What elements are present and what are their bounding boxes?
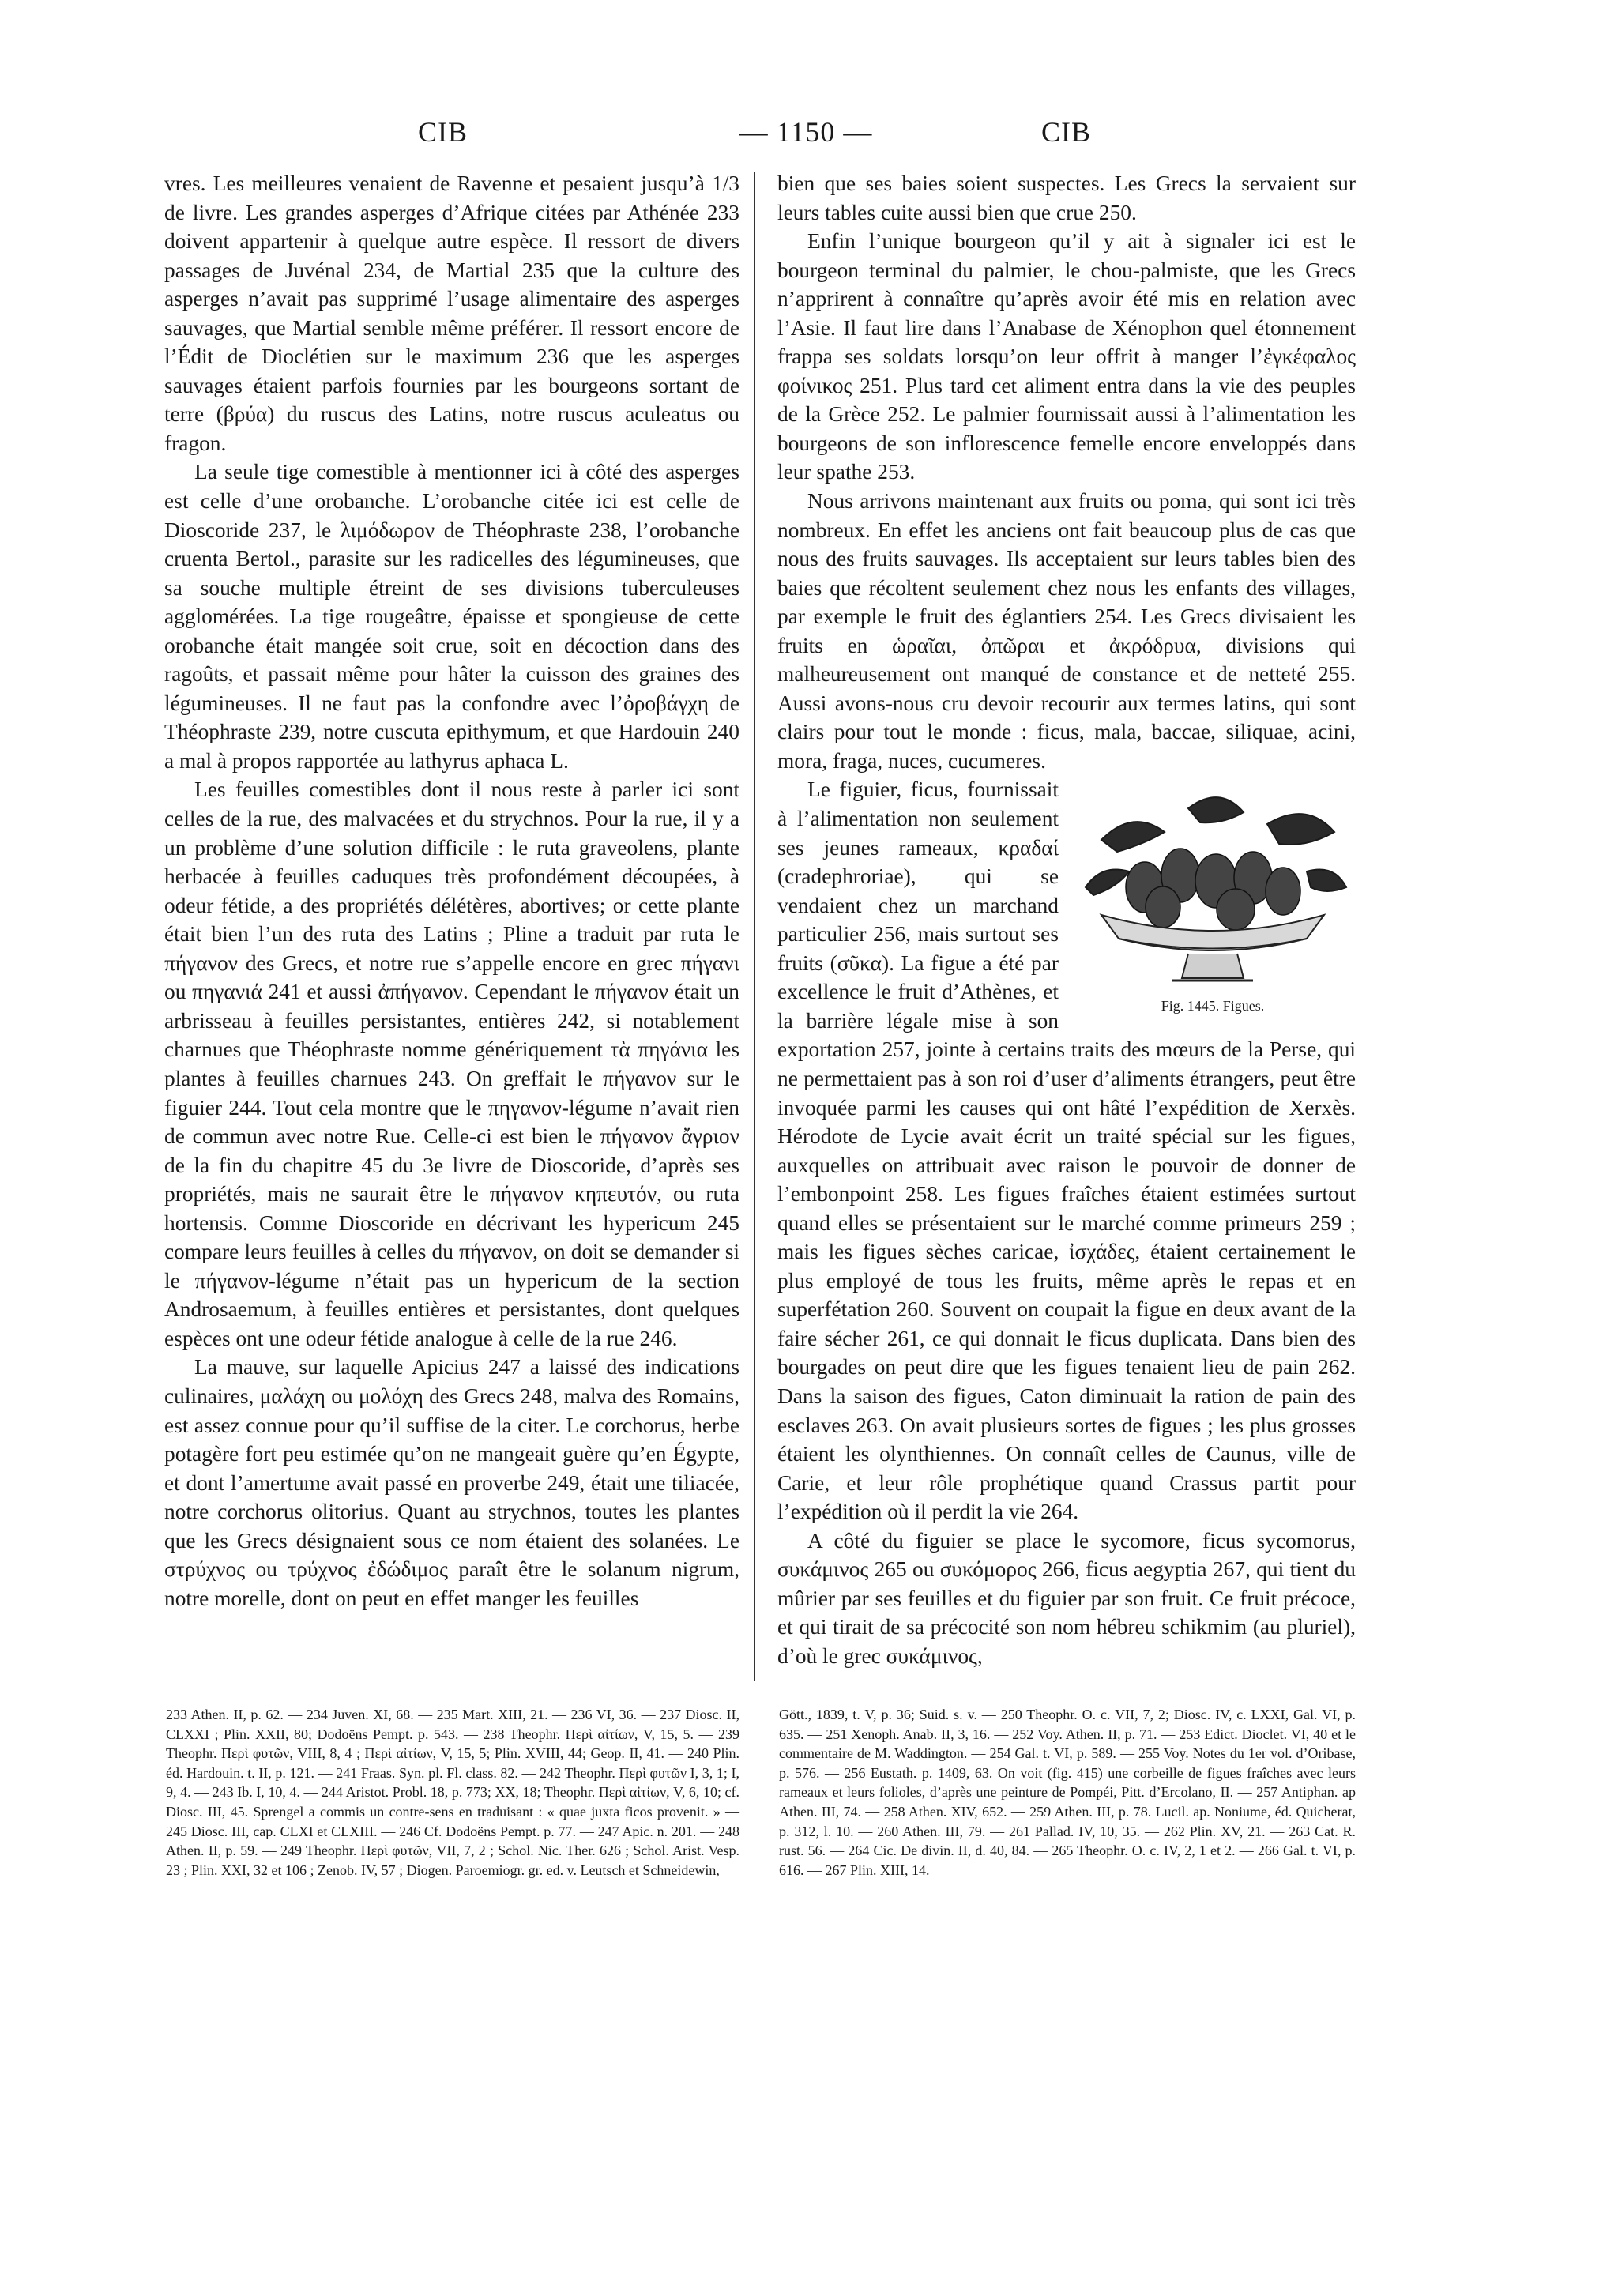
footnotes-right: Gött., 1839, t. V, p. 36; Suid. s. v. — 250 Theophr. O. c. VII, 7, 2; Diosc. IV, c. LXXI, Gal. VI, p. 635. — 251 Xenoph. Anab. II, 3, 16. — 252 Voy. Athen. II, p. 71. — 253 Edict. Dioclet. VI, 40 et le commentaire de M. Waddington. — 254 Gal. t. VI, p. 589. — 255 Voy. Notes du 1er vol. d’Oribase, p. 576. — 256 Eustath. p. 1409, 63. On voit (fig. 415) une corbeille de figues fraîches avec leurs rameaux et leurs folioles, d’après une peinture de Pompéi, Pitt. d’Ercolano, II. — 257 Antiphan. ap Athen. III, 74. — 258 Athen. XIV, 652. — 259 Athen. III, p. 78. Lucil. ap. Noniume, éd. Quicherat, p. 312, l. 10. — 260 Athen. III, 79. — 261 Pallad. IV, 10, 35. — 262 Plin. XV, 21. — 263 Cat. R. rust. 56. — 264 Cic. De divin. II, d. 40, 84. — 265 Theophr. O. c. IV, 2, 1 et 2. — 266 Gal. t. VI, p. 616. — 267 Plin. XIII, 14. [779, 1707, 1356, 1878]
page-number: — 1150 — [739, 116, 873, 148]
paragraph: vres. Les meilleures venaient de Ravenne et pesaient jusqu’à 1/3 de livre. Les grandes asperges d’Afrique citées par Athénée 233 doivent appartenir à quelque autre espèce. Il ressort de divers passages de Juvénal 234, de Martial 235 que la culture des asperges n’avait pas supprimé l’usage alimentaire des asperges sauvages, que Martial semble même préférer. Il ressort encore de l’Édit de Dioclétien sur le maximum 236 que les asperges sauvages étaient parfois fournies par les bourgeons sortant de terre (βρύα) du ruscus des Latins, notre ruscus aculeatus ou fragon. [164, 171, 739, 455]
running-head-left: CIB [418, 116, 468, 148]
running-head-right: CIB [1041, 116, 1092, 148]
fig-basket-illustration [1070, 777, 1356, 990]
paragraph: Le figuier, ficus, fournissait à l’alimentation non seulement ses jeunes rameaux, κραδαί (cradephroriae), qui se vendaient chez un marchand particulier 256, mais surtout ses fruits (σῦκα). La figue a été par excellence le fruit d’Athènes, et la barrière légale mise à son exportation 257, jointe à certains traits des mœurs de la Perse, qui ne permettaient pas à son roi d’user d’aliments étrangers, peut être invoquée parmi les causes qui ont hâté l’expédition de Xerxès. Hérodote de Lycie avait écrit un traité spécial sur les figues, auxquelles on attribuait avec raison le pouvoir de donner de l’embonpoint 258. Les figues fraîches étaient estimées surtout quand elles se présentaient sur le marché comme primeurs 259 ; mais les figues sèches caricae, ἰσχάδες, étaient certainement le plus employé de tous les fruits, même après le repas et en superfétation 260. Souvent on coupait la figue en deux avant de la faire sécher 261, ce qui donnait le ficus duplicata. Dans bien des bourgades on peut dire que les figues tenaient lieu de pain 262. Dans la saison des figues, Caton diminuait la ration de pain des esclaves 263. On avait plusieurs sortes de figues ; les plus grosses étaient les olynthiennes. On connaît celles de Caunus, ville de Carie, et leur rôle prophétique quand Crassus partit pour l’expédition où il perdit la vie 264. [777, 777, 1356, 1524]
paragraph: La mauve, sur laquelle Apicius 247 a laissé des indications culinaires, μαλάχη ou μολόχη des Grecs 248, malva des Romains, est assez connue pour qu’il suffise de la citer. Le corchorus, herbe potagère fort peu estimée qu’on ne mangeait guère qu’en Égypte, et dont l’amertume avait passé en proverbe 249, était une tiliacée, notre corchorus olitorius. Quant au strychnos, toutes les plantes que les Grecs désignaient sous ce nom étaient des solanées. Le στρύχνος ou τρύχνος ἐδώδιμος paraît être le solanum nigrum, notre morelle, dont on peut en effet manger les feuilles [164, 1355, 739, 1610]
footnotes-left: 233 Athen. II, p. 62. — 234 Juven. XI, 68. — 235 Mart. XIII, 21. — 236 VI, 36. — 237 Diosc. II, CLXXI ; Plin. XXII, 80; Dodoëns Pempt. p. 543. — 238 Theophr. Περὶ αἰτίων, V, 15, 5. — 239 Theophr. Περὶ φυτῶν, VIII, 8, 4 ; Περὶ αἰτίων, V, 15, 5; Plin. XVIII, 44; Geop. II, 41. — 240 Plin. éd. Hardouin. t. II, p. 121. — 241 Fraas. Syn. pl. Fl. class. 82. — 242 Theophr. Περὶ φυτῶν I, 3, 1; I, 9, 4. — 243 Ib. I, 10, 4. — 244 Aristot. Probl. 18, p. 773; XX, 18; Theophr. Περὶ αἰτίων, V, 6, 10; cf. Diosc. III, 45. Sprengel a commis un contre-sens en traduisant : « quae juxta ficos provenit. » — 245 Diosc. III, cap. CLXI et CLXIII. — 246 Cf. Dodoëns Pempt. p. 77. — 247 Apic. n. 201. — 248 Athen. II, p. 59. — 249 Theophr. Περὶ φυτῶν, VII, 7, 2 ; Schol. Nic. Ther. 626 ; Schol. Arist. Vesp. 23 ; Plin. XXI, 32 et 106 ; Zenob. IV, 57 ; Diogen. Paroemiogr. gr. ed. v. Leutsch et Schneidewin, [166, 1707, 739, 1878]
figure-figs [1070, 777, 1356, 1014]
paragraph: Enfin l’unique bourgeon qu’il y ait à signaler ici est le bourgeon terminal du palmier, le chou-palmiste, que les Grecs n’apprirent à connaître qu’après avoir été mis en relation avec l’Asie. Il faut lire dans l’Anabase de Xénophon quel étonnement frappa ses soldats lorsqu’on leur offrit à manger l’ἐγκέφαλος φοίνικος 251. Plus tard cet aliment entra dans la vie des peuples de la Grèce 252. Le palmier fournissait aussi à l’alimentation les bourgeons de son inflorescence femelle encore enveloppés dans leur spathe 253. [777, 229, 1356, 484]
paragraph: A côté du figuier se place le sycomore, ficus sycomorus, συκάμινος 265 ou συκόμορος 266, ficus aegyptia 267, qui tient du mûrier par ses feuilles et du figuier par son fruit. Ce fruit précoce, et qui tirait de sa précocité son nom hébreu schikmim (au pluriel), d’où le grec συκάμινος, [777, 1528, 1356, 1668]
paragraph: Nous arrivons maintenant aux fruits ou poma, qui sont ici très nombreux. En effet les anciens ont fait beaucoup plus de cas que nous des fruits sauvages. Ils acceptaient sur leurs tables bien des baies que récoltent seulement chez nous les enfants des villages, par exemple le fruit des églantiers 254. Les Grecs divisaient les fruits en ὡραῖαι, ὀπῶραι et ἀκρόδρυα, divisions qui malheureusement ont manqué de constance et de netteté 255. Aussi avons-nous cru devoir recourir aux termes latins, qui sont clairs pour tout le monde : ficus, mala, baccae, siliquae, acini, mora, fraga, nuces, cucumeres. [777, 489, 1356, 773]
figure-caption: Fig. 1445. Figues. [1161, 998, 1265, 1014]
column-divider [754, 172, 755, 1681]
left-column [164, 169, 739, 1613]
paragraph: Les feuilles comestibles dont il nous reste à parler ici sont celles de la rue, des malvacées et du strychnos. Pour la rue, il y a un problème d’une solution difficile : le ruta graveolens, plante herbacée à feuilles caduques très profondément découpées, à odeur fétide, a des propriétés délétères, abortives; or cette plante était bien l’un des ruta des Latins ; Pline a traduit par ruta le πήγανον des Grecs, et notre rue s’appelle encore en grec πήγανι ou πηγανιά 241 et aussi ἀπήγανον. Cependant le πήγανον était un arbrisseau à feuilles persistantes, entières 242, si notablement charnues que Théophraste nomme génériquement τὰ πηγάνια les plantes à feuilles charnues 243. On greffait le πήγανον sur le figuier 244. Tout cela montre que le πηγανον-légume n’avait rien de commun avec notre Rue. Celle-ci est bien le πήγανον ἄγριον de la fin du chapitre 45 du 3e livre de Dioscoride, d’après ses propriétés, mais ne saurait être le πήγανον κηπευτόν, ou ruta hortensis. Comme Dioscoride en décrivant les hypericum 245 compare leurs feuilles à celles du πήγανον, on doit se demander si le πήγανον-légume n’était pas un hypericum de la section Androsaemum, à feuilles entières et persistantes, dont quelques espèces ont une odeur fétide analogue à celle de la rue 246. [164, 777, 739, 1350]
paragraph: La seule tige comestible à mentionner ici à côté des asperges est celle d’une orobanche. L’orobanche citée ici est celle de Dioscoride 237, le λιμόδωρον de Théophraste 238, l’orobanche cruenta Bertol., parasite sur les radicelles des légumineuses, que sa souche multiple étreint de ses divisions tuberculeuses agglomérées. La tige rougeâtre, épaisse et spongieuse de cette orobanche était mangée soit crue, soit en décoction dans des ragoûts, et passait même pour hâter la cuisson des graines des légumineuses. Il ne faut pas la confondre avec l’ὀροβάγχη de Théophraste 239, notre cuscuta epithymum, et que Hardouin 240 a mal à propos rapportée au lathyrus aphaca L. [164, 460, 739, 773]
paragraph: bien que ses baies soient suspectes. Les Grecs la servaient sur leurs tables cuite aussi bien que crue 250. [777, 171, 1356, 224]
right-column [777, 169, 1356, 1670]
